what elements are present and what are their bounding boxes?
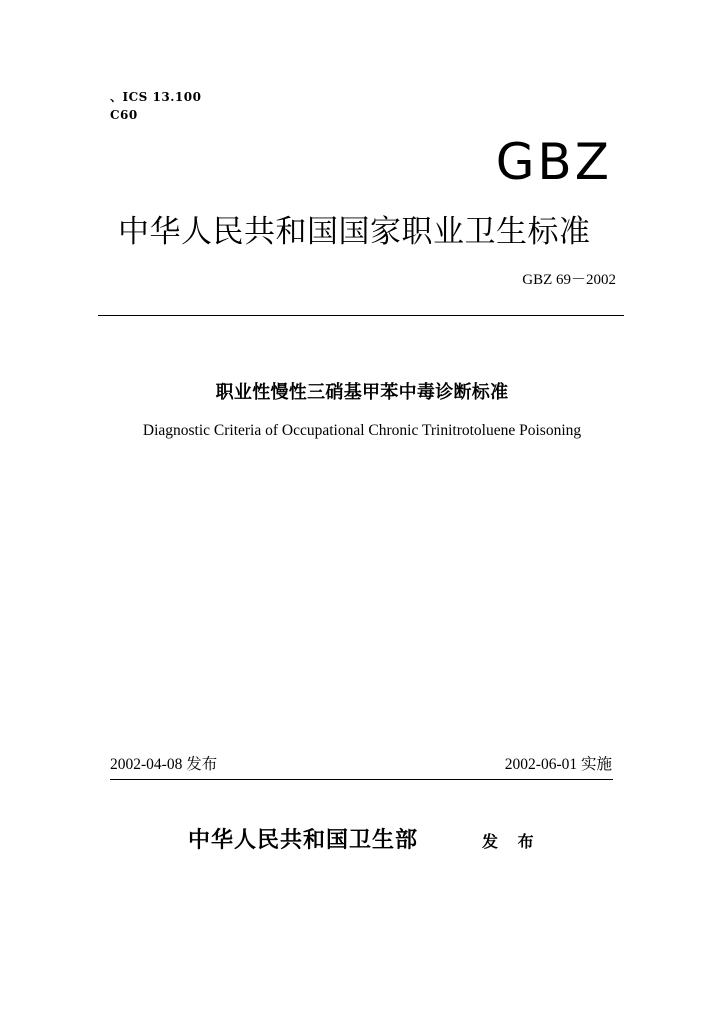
issue-date: 2002-04-08 发布 xyxy=(110,756,218,773)
implementation-date: 2002-06-01 实施 xyxy=(504,756,612,773)
ics-code: 、ICS 13.100 xyxy=(110,90,202,104)
ccs-code: C60 xyxy=(110,108,138,122)
header-divider xyxy=(98,315,624,316)
document-title-chinese: 职业性慢性三硝基甲苯中毒诊断标准 xyxy=(215,382,509,403)
issuing-authority: 中华人民共和国卫生部 xyxy=(188,828,419,853)
document-title-english: Diagnostic Criteria of Occupational Chronic Trinitrotoluene Poisoning xyxy=(142,422,582,439)
publish-label: 发 布 xyxy=(482,832,534,851)
gbz-logo: GBZ xyxy=(495,133,612,191)
footer-divider xyxy=(110,779,613,780)
standard-category-title: 中华人民共和国国家职业卫生标准 xyxy=(118,214,591,250)
standard-number: GBZ 69－2002 xyxy=(522,272,616,288)
